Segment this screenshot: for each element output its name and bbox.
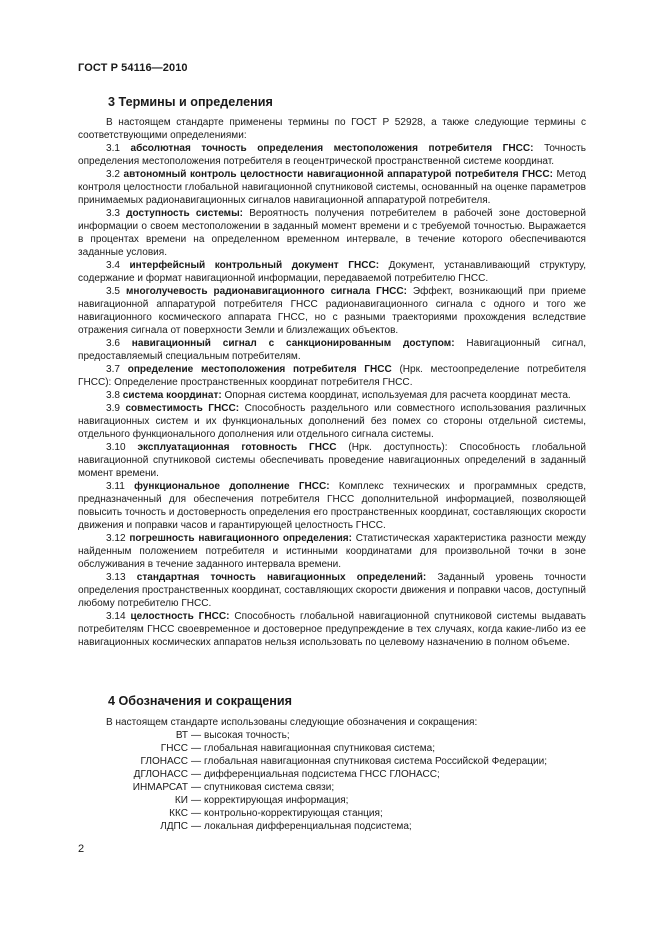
abbreviation-meaning: контрольно-корректирующая станция; (204, 808, 383, 819)
term-text: Комплекс технических и программных средств, предназначенный для обеспечения потребителя ГНСС дополнительной информацией, позволяющей повысить точность и достоверность определения его пространственных координат, составляющих скорости движения и поправки часов и гарантирующей целостность ГНСС. (78, 480, 586, 531)
abbreviation: ВТ (175, 730, 188, 741)
abbreviation: ГЛОНАСС (140, 756, 188, 767)
term-definition (78, 480, 586, 532)
term-definition (78, 532, 586, 571)
abbreviation-meaning: глобальная навигационная спутниковая система Российской Федерации; (204, 756, 548, 767)
abbreviation-meaning: локальная дифференциальная подсистема; (204, 821, 412, 832)
abbreviation-row (78, 768, 586, 781)
abbreviation-meaning: глобальная навигационная спутниковая система; (204, 743, 436, 754)
term-name: определение местоположения потребителя ГНСС (127, 363, 392, 375)
term-definition (78, 207, 586, 259)
abbreviation-meaning: спутниковая система связи; (204, 782, 335, 793)
abbreviation: ККС (169, 808, 188, 819)
term-name: интерфейсный контрольный документ ГНСС: (129, 259, 380, 271)
abbreviation-meaning: высокая точность; (204, 730, 290, 741)
term-text: Навигационный сигнал, предоставляемый специальным потребителям. (78, 337, 587, 362)
section-4-body (78, 716, 586, 729)
abbreviation-dash: — (191, 782, 202, 793)
term-text: (Нрк. местоопределение потребителя ГНСС): Определение пространственных координат потребителя ГНСС. (78, 363, 587, 388)
term-number: 3.4 (106, 259, 120, 271)
term-name: доступность системы: (126, 207, 244, 219)
term-number: 3.13 (106, 571, 126, 583)
abbreviation: ДГЛОНАСС (133, 769, 188, 780)
term-name: целостность ГНСС: (130, 610, 230, 622)
abbreviation-dash: — (191, 756, 202, 767)
term-text: (Нрк. доступность): Способность глобальной навигационной спутниковой системы обеспечивать проведение навигационных определений в заданный момент времени. (78, 441, 586, 479)
term-number: 3.14 (106, 610, 126, 622)
abbreviation-row (78, 755, 586, 768)
term-name: стандартная точность навигационных определений: (136, 571, 427, 583)
term-text: Вероятность получения потребителем в рабочей зоне достоверной информации о своем местоположении в заданный момент времени и с требуемой точностью. Выражается в процентах времени на определенном временном интервале, в течение которого обеспечиваются заданные условия. (78, 207, 586, 258)
section-3-intro: В настоящем стандарте применены термины по ГОСТ Р 52928, а также следующие термины с соответствующими определениями: (78, 116, 586, 141)
abbreviation-meaning: корректирующая информация; (204, 795, 349, 806)
abbreviation-dash: — (191, 808, 202, 819)
term-text: Статистическая характеристика разности между найденным положением потребителя и истинными координатами для произвольной точки в зоне обслуживания в течение заданного интервала времени. (78, 532, 587, 570)
section-3-body (78, 116, 586, 649)
abbreviation-row (78, 729, 586, 742)
abbreviation-row (78, 820, 586, 833)
term-name: многолучевость радионавигационного сигнала ГНСС: (125, 285, 407, 297)
term-name: совместимость ГНСС: (125, 402, 240, 414)
term-text: Опорная система координат, используемая для расчета координат места. (224, 389, 571, 401)
term-definition (78, 337, 586, 363)
section-4-intro: В настоящем стандарте использованы следующие обозначения и сокращения: (106, 716, 478, 728)
term-definition (78, 389, 586, 402)
abbreviation-dash: — (191, 795, 202, 806)
term-definition (78, 402, 586, 441)
abbreviation-dash: — (191, 743, 202, 754)
term-number: 3.1 (106, 142, 120, 154)
term-definition (78, 168, 586, 207)
term-number: 3.5 (106, 285, 120, 297)
term-number: 3.6 (106, 337, 120, 349)
term-number: 3.11 (106, 480, 125, 492)
abbreviations-list (78, 729, 586, 833)
abbreviation-dash: — (191, 730, 202, 741)
term-text: Способность глобальной навигационной спутниковой системы выдавать потребителям ГНСС своевременное и достоверное предупреждение в тех случаях, когда какие-либо из ее навигационных космических аппаратов нельзя использовать по целевому назначению в полном объеме. (78, 610, 587, 648)
document-header: ГОСТ Р 54116—2010 (78, 62, 188, 74)
term-number: 3.8 (106, 389, 120, 401)
abbreviation-row (78, 807, 586, 820)
term-name: навигационный сигнал с санкционированным доступом: (131, 337, 455, 349)
abbreviation-meaning: дифференциальная подсистема ГНСС ГЛОНАСС; (204, 769, 440, 780)
term-number: 3.10 (106, 441, 126, 453)
term-definition (78, 285, 586, 337)
term-definition (78, 259, 586, 285)
section-4-title: 4 Обозначения и сокращения (108, 694, 292, 708)
page-number: 2 (78, 843, 85, 855)
abbreviation-dash: — (191, 821, 202, 832)
term-definition (78, 142, 586, 168)
abbreviation: ИНМАРСАТ (132, 782, 188, 793)
abbreviation: ЛДПС (160, 821, 188, 832)
term-name: абсолютная точность определения местоположения потребителя ГНСС: (130, 142, 534, 154)
abbreviation-row (78, 794, 586, 807)
term-text: Эффект, возникающий при приеме навигационной аппаратурой потребителя ГНСС радионавигационного сигнала с одного и того же навигационного космического аппарата ГНСС, но с разными траекториями прохождения вследствие отражения сигнала от поверхности Земли и близлежащих объектов. (78, 285, 586, 336)
section-3-title: 3 Термины и определения (108, 95, 273, 109)
term-text: Метод контроля целостности глобальной навигационной спутниковой системы, основанный на оценке параметров принимаемых радионавигационных сигналов навигационной аппаратурой потребителя. (78, 168, 587, 206)
term-text: Документ, устанавливающий структуру, содержание и формат навигационной информации, передаваемой потребителю ГНСС. (78, 259, 587, 284)
abbreviation: ГНСС (160, 743, 188, 754)
abbreviation-dash: — (191, 769, 202, 780)
term-number: 3.3 (106, 207, 120, 219)
term-text: Способность раздельного или совместного использования различных навигационных систем и их функциональных дополнений без помех со стороны отдельной системы, отдельного функционального дополнения или отдельного сигнала системы. (78, 402, 586, 440)
term-number: 3.9 (106, 402, 120, 414)
term-definition (78, 571, 586, 610)
term-name: погрешность навигационного определения: (129, 532, 352, 544)
term-number: 3.12 (106, 532, 126, 544)
term-number: 3.7 (106, 363, 120, 375)
terms-list (78, 142, 586, 649)
term-name: автономный контроль целостности навигационной аппаратурой потребителя ГНСС: (123, 168, 553, 180)
term-definition (78, 363, 586, 389)
term-number: 3.2 (106, 168, 120, 180)
term-definition (78, 610, 586, 649)
term-text: Точность определения местоположения потребителя в геоцентрической пространственной системе координат. (78, 142, 587, 167)
term-definition (78, 441, 586, 480)
term-name: эксплуатационная готовность ГНСС (137, 441, 337, 453)
abbreviation: КИ (174, 795, 188, 806)
term-text: Заданный уровень точности определения пространственных координат, составляющих скорости движения и поправки часов, доступный любому потребителю ГНСС. (78, 571, 587, 609)
term-name: система координат: (122, 389, 222, 401)
term-name: функциональное дополнение ГНСС: (134, 480, 330, 492)
abbreviation-row (78, 781, 586, 794)
abbreviation-row (78, 742, 586, 755)
